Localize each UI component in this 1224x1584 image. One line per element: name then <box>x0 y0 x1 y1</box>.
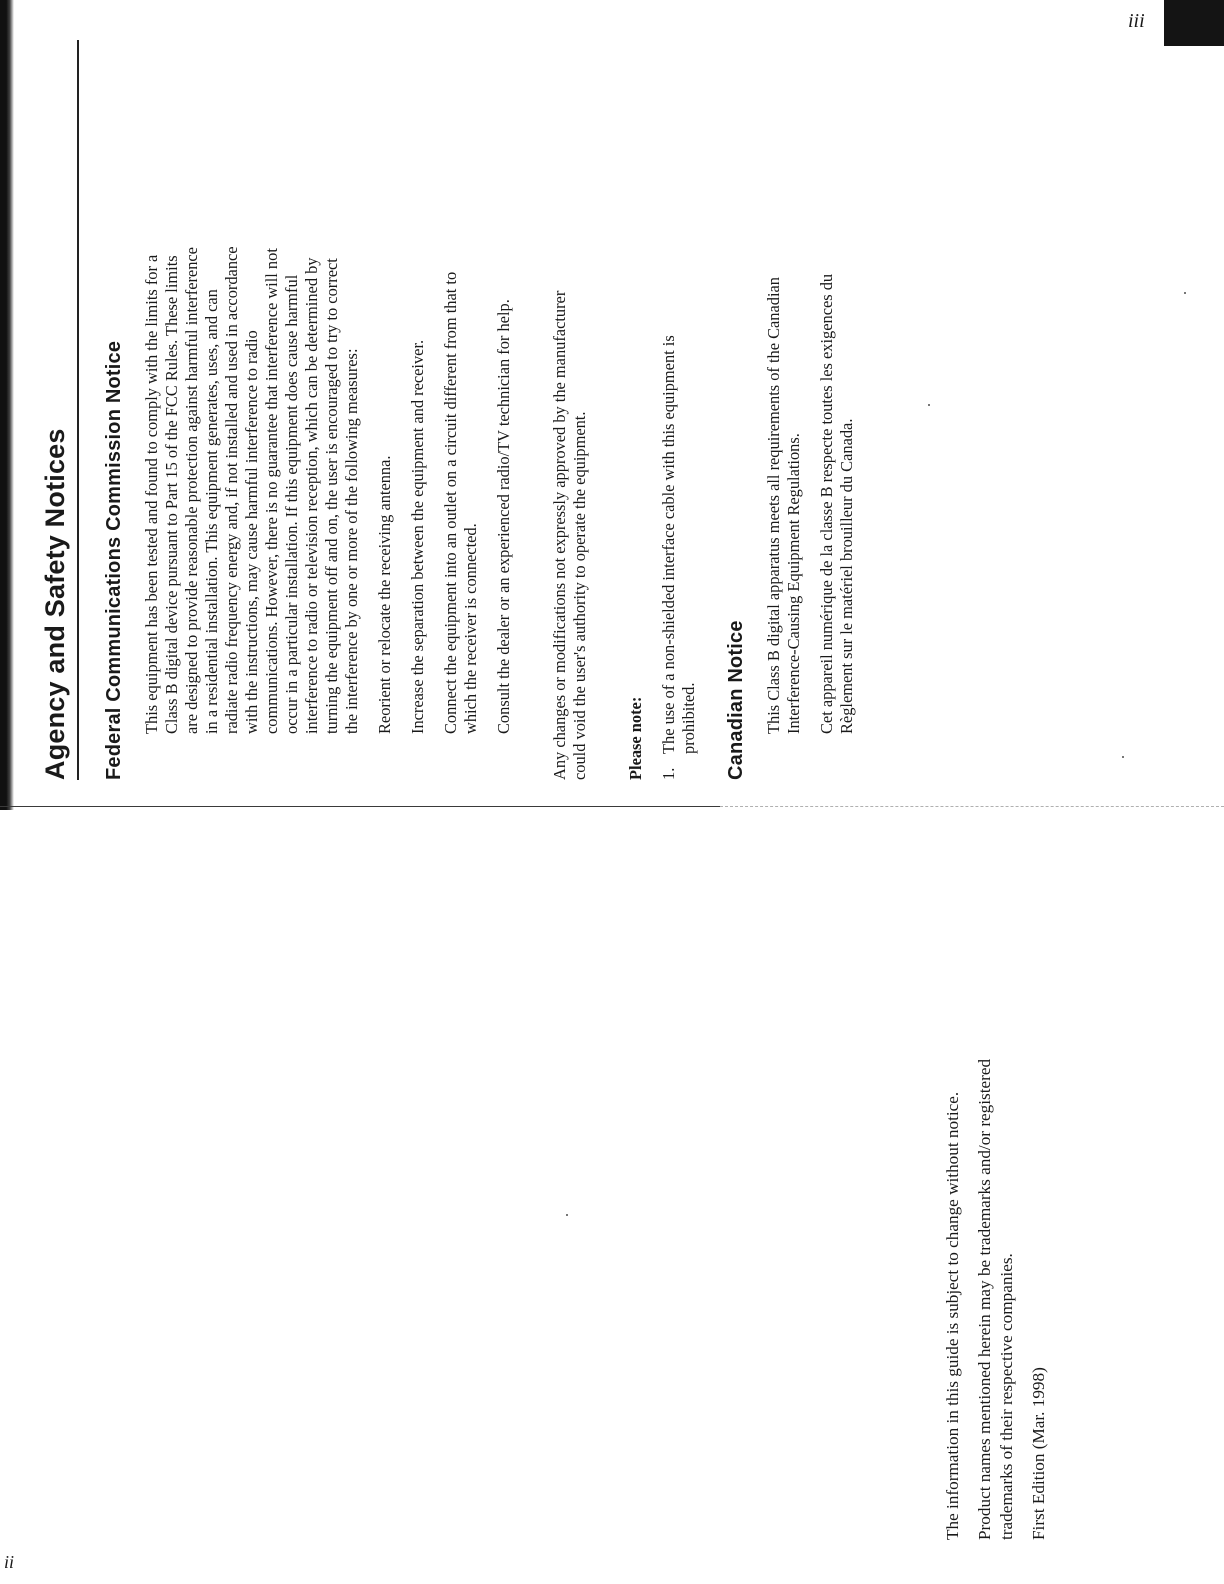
page-fold-line-faint <box>720 806 1224 807</box>
scan-speck <box>928 404 930 406</box>
please-note-label: Please note: <box>626 696 645 780</box>
fcc-heading: Federal Communications Commission Notice <box>103 340 125 780</box>
fcc-line: in a residential installation. This equipment generates, uses, and can <box>202 289 221 734</box>
scan-speck <box>1184 292 1186 294</box>
fcc-line: This equipment has been tested and found to comply with the limits for a <box>142 254 161 734</box>
scan-speck <box>1122 756 1124 758</box>
scan-border <box>0 0 1080 18</box>
fcc-line: communications. However, there is no guarantee that interference will not <box>262 248 281 734</box>
fcc-line: with the instructions, may cause harmful interference to radio <box>242 330 261 734</box>
canadian-line: This Class B digital apparatus meets all requirements of the Canadian <box>764 276 783 734</box>
note-number: 1. <box>659 767 678 780</box>
measure-line: Connect the equipment into an outlet on a circuit different from that to <box>441 271 460 734</box>
canadian-section <box>764 40 857 780</box>
fcc-line: the interference by one or more of the following measures: <box>342 348 361 734</box>
page-number-ii: ii <box>4 1552 15 1572</box>
scan-black-corner <box>1164 0 1224 46</box>
left-page <box>942 840 1060 1540</box>
canadian-line: Règlement sur le matériel brouilleur du Canada. <box>837 418 856 734</box>
note-text <box>659 335 699 754</box>
changes-paragraph <box>550 40 590 780</box>
fcc-paragraph <box>142 40 362 734</box>
trademark-line: trademarks of their respective companies. <box>997 1253 1016 1540</box>
trademark-notice <box>974 840 1018 1540</box>
page-title: Agency and Safety Notices <box>40 40 79 780</box>
page-fold-line <box>0 806 720 807</box>
edition-notice: First Edition (Mar. 1998) <box>1029 1367 1048 1540</box>
canadian-line: Cet appareil numérique de la classe B respecte toutes les exigences du <box>817 273 836 734</box>
measure-item <box>441 40 481 734</box>
measure-line: Increase the separation between the equipment and receiver. <box>408 339 427 734</box>
measure-item <box>408 40 428 734</box>
canadian-french <box>817 40 857 734</box>
measure-item <box>375 40 395 734</box>
changes-line: could void the user's authority to operate the equipment. <box>570 411 589 780</box>
canadian-line: Interference-Causing Equipment Regulations. <box>784 433 803 734</box>
note-line: prohibited. <box>679 682 698 754</box>
changes-line: Any changes or modifications not expressly approved by the manufacturer <box>550 290 569 780</box>
measure-line: which the receiver is connected. <box>461 523 480 734</box>
info-notice: The information in this guide is subject to change without notice. <box>943 1091 962 1540</box>
canadian-english <box>764 40 804 734</box>
fcc-line: turning the equipment off and on, the user is encouraged to try to correct <box>322 258 341 734</box>
note-line: The use of a non-shielded interface cable with this equipment is <box>659 335 678 754</box>
measure-item <box>494 40 514 734</box>
note-list-item <box>659 40 699 780</box>
right-page <box>40 40 857 780</box>
trademark-line: Product names mentioned herein may be trademarks and/or registered <box>975 1058 994 1540</box>
scan-edge-shadow <box>0 0 14 810</box>
measure-line: Reorient or relocate the receiving antenna. <box>375 455 394 734</box>
measure-line: Consult the dealer or an experienced radio/TV technician for help. <box>494 299 513 734</box>
page-number-iii: iii <box>1128 10 1145 32</box>
fcc-line: radiate radio frequency energy and, if not installed and used in accordance <box>222 246 241 734</box>
fcc-section <box>142 40 514 780</box>
canadian-heading: Canadian Notice <box>725 620 747 780</box>
scan-speck <box>566 1214 568 1216</box>
fcc-line: occur in a particular installation. If this equipment does cause harmful <box>282 274 301 734</box>
fcc-line: interference to radio or television reception, which can be determined by <box>302 257 321 734</box>
fcc-line: Class B digital device pursuant to Part 15 of the FCC Rules. These limits <box>162 255 181 734</box>
fcc-line: are designed to provide reasonable protection against harmful interference <box>182 247 201 734</box>
